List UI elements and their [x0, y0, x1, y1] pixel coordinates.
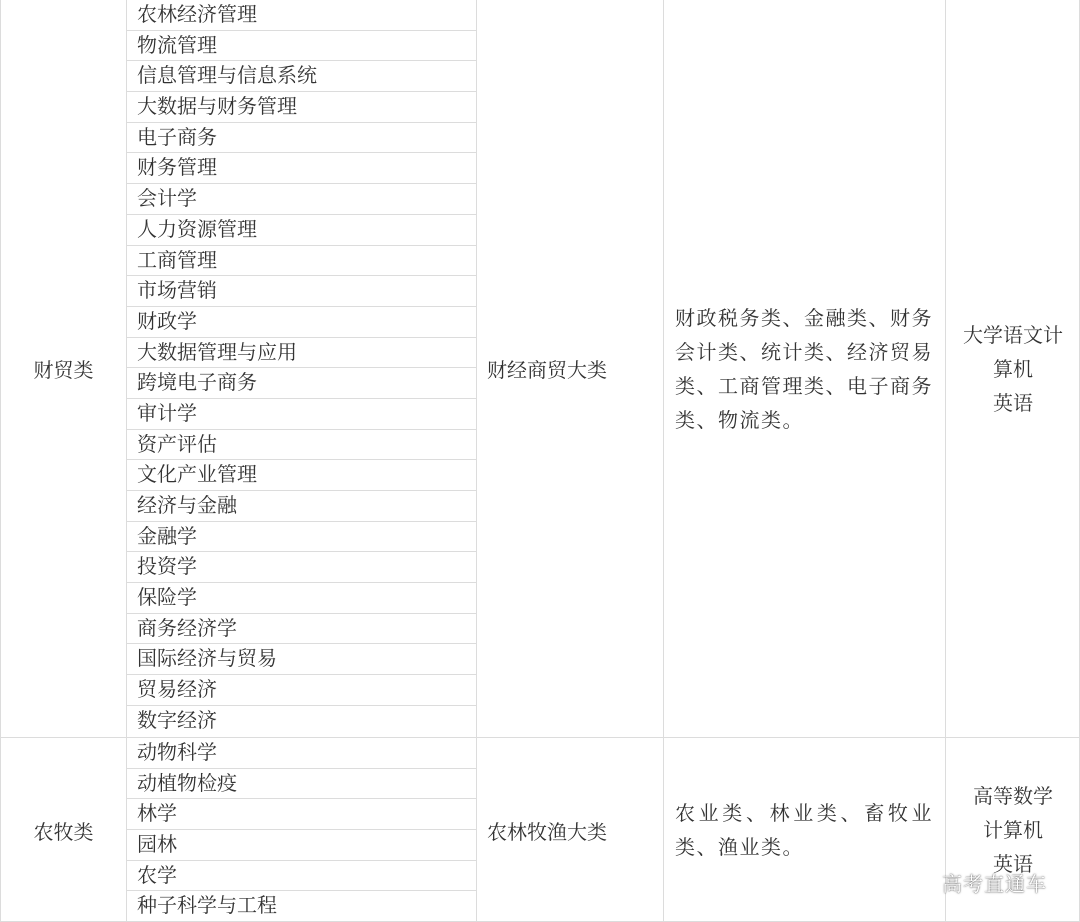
exam-subject: 大学语文计: [963, 322, 1063, 347]
major-item: 财务管理: [126, 153, 476, 184]
table-row-group-caimao: [1, 0, 1080, 737]
column-divider: [945, 0, 946, 921]
major-item: 投资学: [126, 552, 476, 583]
column-divider: [476, 0, 477, 921]
major-item: 财政学: [126, 307, 476, 338]
major-item: 信息管理与信息系统: [126, 61, 476, 92]
major-item: 数字经济: [137, 707, 217, 732]
major-item: 动物科学: [126, 738, 476, 769]
exam-subject: 英语: [993, 852, 1033, 876]
major-item: 金融学: [126, 522, 476, 553]
major-item: 资产评估: [126, 430, 476, 461]
exam-subject: 算机: [993, 356, 1033, 381]
major-item: 跨境电子商务: [126, 368, 476, 399]
major-item: 大数据与财务管理: [126, 92, 476, 123]
major-item: 园林: [126, 830, 476, 861]
major-item: 农学: [126, 861, 476, 892]
major-item: 农林经济管理: [126, 0, 476, 31]
majors-list: [126, 738, 476, 922]
major-item: 电子商务: [126, 123, 476, 154]
exam-subject: 高等数学: [973, 784, 1053, 808]
vocational-categories-cell: 财政税务类、金融类、财务会计类、统计类、经济贸易类、工商管理类、电子商务类、物流类。: [675, 305, 933, 432]
vocational-major-cell: 财经商贸大类: [487, 358, 607, 382]
column-divider: [663, 0, 664, 921]
column-divider: [126, 0, 127, 921]
major-item: 工商管理: [126, 246, 476, 277]
majors-list: [126, 0, 476, 737]
major-item: 文化产业管理: [126, 460, 476, 491]
major-item: 国际经济与贸易: [126, 644, 476, 675]
major-item: 林学: [126, 799, 476, 830]
exam-subject: 英语: [993, 390, 1033, 415]
major-item: 经济与金融: [126, 491, 476, 522]
table-row-group-nongmu: [1, 738, 1080, 922]
vocational-major-cell: 农林牧渔大类: [487, 819, 607, 844]
major-item: 商务经济学: [126, 614, 476, 645]
major-item: 会计学: [126, 184, 476, 215]
major-item: 大数据管理与应用: [126, 338, 476, 369]
major-item: 保险学: [126, 583, 476, 614]
major-item: 人力资源管理: [126, 215, 476, 246]
major-item: 物流管理: [126, 31, 476, 62]
major-item: 审计学: [126, 399, 476, 430]
watermark: 高考直通车: [942, 872, 1047, 896]
category-cell: 农牧类: [33, 819, 94, 844]
exam-subjects-cell: [945, 0, 1080, 737]
major-item: 种子科学与工程: [137, 893, 277, 918]
exam-subject: 计算机: [983, 818, 1043, 842]
major-item: 市场营销: [126, 276, 476, 307]
vocational-categories-cell: 农业类、林业类、畜牧业类、渔业类。: [675, 801, 933, 859]
major-item: 动植物检疫: [126, 769, 476, 800]
major-item: 贸易经济: [126, 675, 476, 706]
category-cell: 财贸类: [33, 358, 94, 382]
